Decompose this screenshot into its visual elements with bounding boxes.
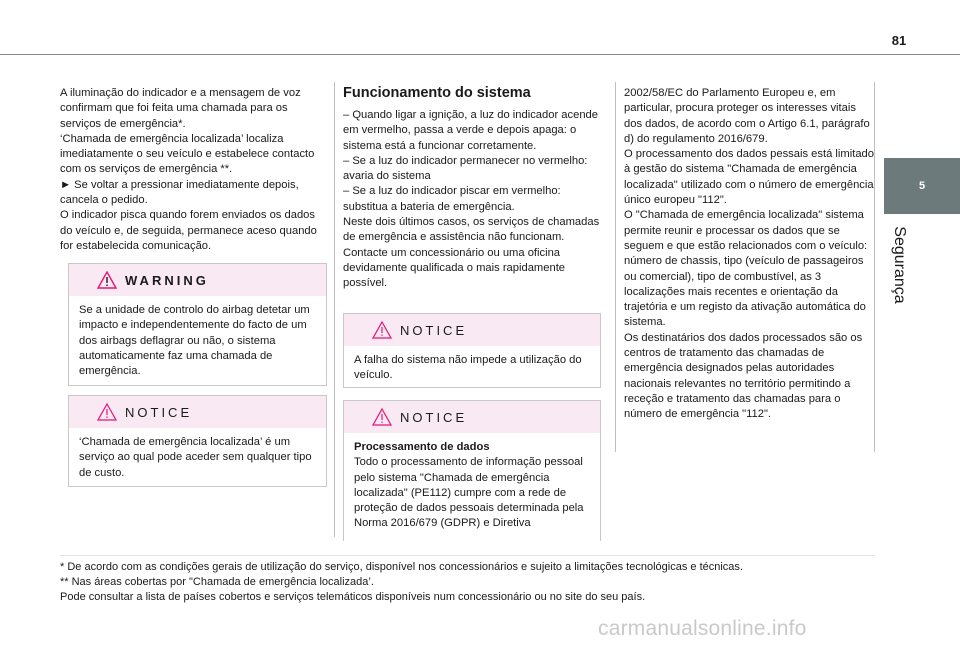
column-2 xyxy=(343,85,608,292)
notice-box-1-header xyxy=(69,396,326,428)
col3-paragraph-4: Os destinatários dos dados processados são os centros de tratamento das chamadas de emergência designados pelas autoridades nacionais relevantes no território permitindo a receção e tratamento das chamadas para o número de emergência "112". xyxy=(624,331,863,421)
notice-text: Todo o processamento de informação pessoal pelo sistema "Chamada de emergência localizada" (PE112) cumpre com a rede de proteção de dados pessoais determinada pela Norma 2016/679 (GDPR) e Diretiva xyxy=(354,456,584,530)
notice-label: NOTICE xyxy=(400,323,468,338)
chapter-title xyxy=(884,216,914,316)
notice-box-3 xyxy=(343,400,601,541)
column-divider-1 xyxy=(334,82,335,537)
col1-paragraph-4: O indicador pisca quando forem enviados os dados do veículo e, de seguida, permanece aceso quando for estabelecida comunicação. xyxy=(60,209,317,252)
col2-paragraph-3: – Se a luz do indicador piscar em vermelho: substitua a bateria de emergência. xyxy=(343,185,561,213)
notice-triangle-icon xyxy=(97,403,117,421)
notice-text: ‘Chamada de emergência localizada’ é um serviço ao qual pode aceder sem qualquer tipo de custo. xyxy=(79,436,312,479)
notice-box-1 xyxy=(68,395,327,487)
notice-box-3-header xyxy=(344,401,600,433)
footnote-2: ** Nas áreas cobertas por "Chamada de emergência localizada’. xyxy=(60,576,374,588)
column-3 xyxy=(624,86,874,423)
col3-paragraph-2: O processamento dos dados pessais está limitado à gestão do sistema "Chamada de emergência localizada" utilizado com o número de emergência único europeu "112". xyxy=(624,148,874,207)
page-number: 81 xyxy=(891,33,907,48)
col1-paragraph-3: ► Se voltar a pressionar imediatamente depois, cancela o pedido. xyxy=(60,178,299,207)
section-heading: Funcionamento do sistema xyxy=(343,85,531,101)
footnote-3: Pode consultar a lista de países cobertos e serviços telemáticos disponíveis num concessionário ou no site do seu país. xyxy=(60,591,646,603)
footnotes xyxy=(60,560,880,605)
notice-label: NOTICE xyxy=(125,405,193,420)
col2-paragraph-1: – Quando ligar a ignição, a luz do indicador acende em vermelho, passa a verde e depois apaga: o sistema está a funcionar corretamente. xyxy=(343,109,599,152)
notice-box-2 xyxy=(343,313,601,388)
notice-label: NOTICE xyxy=(400,410,468,425)
footnote-rule xyxy=(60,555,875,556)
column-1 xyxy=(60,86,328,254)
footnote-1: * De acordo com as condições gerais de utilização do serviço, disponível nos concessionários e sujeito a limitações tecnológicas e técnicas. xyxy=(60,561,743,573)
notice-triangle-icon xyxy=(372,408,392,426)
notice-text: A falha do sistema não impede a utilização do veículo. xyxy=(354,354,582,382)
col3-paragraph-1: 2002/58/EC do Parlamento Europeu e, em particular, procura proteger os interesses vitais dos dados, de acordo com o Artigo 6.1, parágrafo d) do regulamento 2016/679. xyxy=(624,87,870,145)
col1-paragraph-1: A iluminação do indicador e a mensagem de voz confirmam que foi feita uma chamada para os serviços de emergência*. xyxy=(60,87,301,130)
warning-triangle-icon xyxy=(97,271,117,289)
column-divider-2 xyxy=(615,82,616,452)
header-rule xyxy=(0,54,960,55)
warning-box xyxy=(68,263,327,386)
notice-subheading: Processamento de dados xyxy=(354,441,490,453)
watermark: carmanualsonline.info xyxy=(598,617,807,640)
col3-paragraph-3: O "Chamada de emergência localizada" sistema permite reunir e processar os dados que se seguem e que estão relacionados com o veículo: número de chassis, tipo (veículo de passageiros ou comercial), tipo de combustível, as 3 localizações mais recentes e orientação da trajetória e um registo da ativação automática do sistema. xyxy=(624,209,868,329)
column-divider-3 xyxy=(874,82,875,452)
warning-box-header xyxy=(69,264,326,296)
col2-paragraph-5: Contacte um concessionário ou uma oficina devidamente qualificada o mais rapidamente possível. xyxy=(343,246,566,290)
notice-box-2-header xyxy=(344,314,600,346)
col1-paragraph-2: ‘Chamada de emergência localizada’ localiza imediatamente o seu veículo e estabelece contacto com os serviços de emergência **. xyxy=(60,132,315,176)
warning-text: Se a unidade de controlo do airbag detetar um impacto e independentemente do facto de um dos airbags deflagrar ou não, o sistema automaticamente faz uma chamada de emergência. xyxy=(79,304,310,378)
col2-paragraph-4: Neste dois últimos casos, os serviços de chamadas de emergência e assistência não funcionam. xyxy=(343,216,600,244)
notice-triangle-icon xyxy=(372,321,392,339)
col2-paragraph-2: – Se a luz do indicador permanecer no vermelho: avaria do sistema xyxy=(343,154,588,183)
chapter-title-text: Segurança xyxy=(891,226,908,304)
warning-label: WARNING xyxy=(125,273,209,288)
chapter-tab[interactable]: 5 xyxy=(884,158,960,214)
